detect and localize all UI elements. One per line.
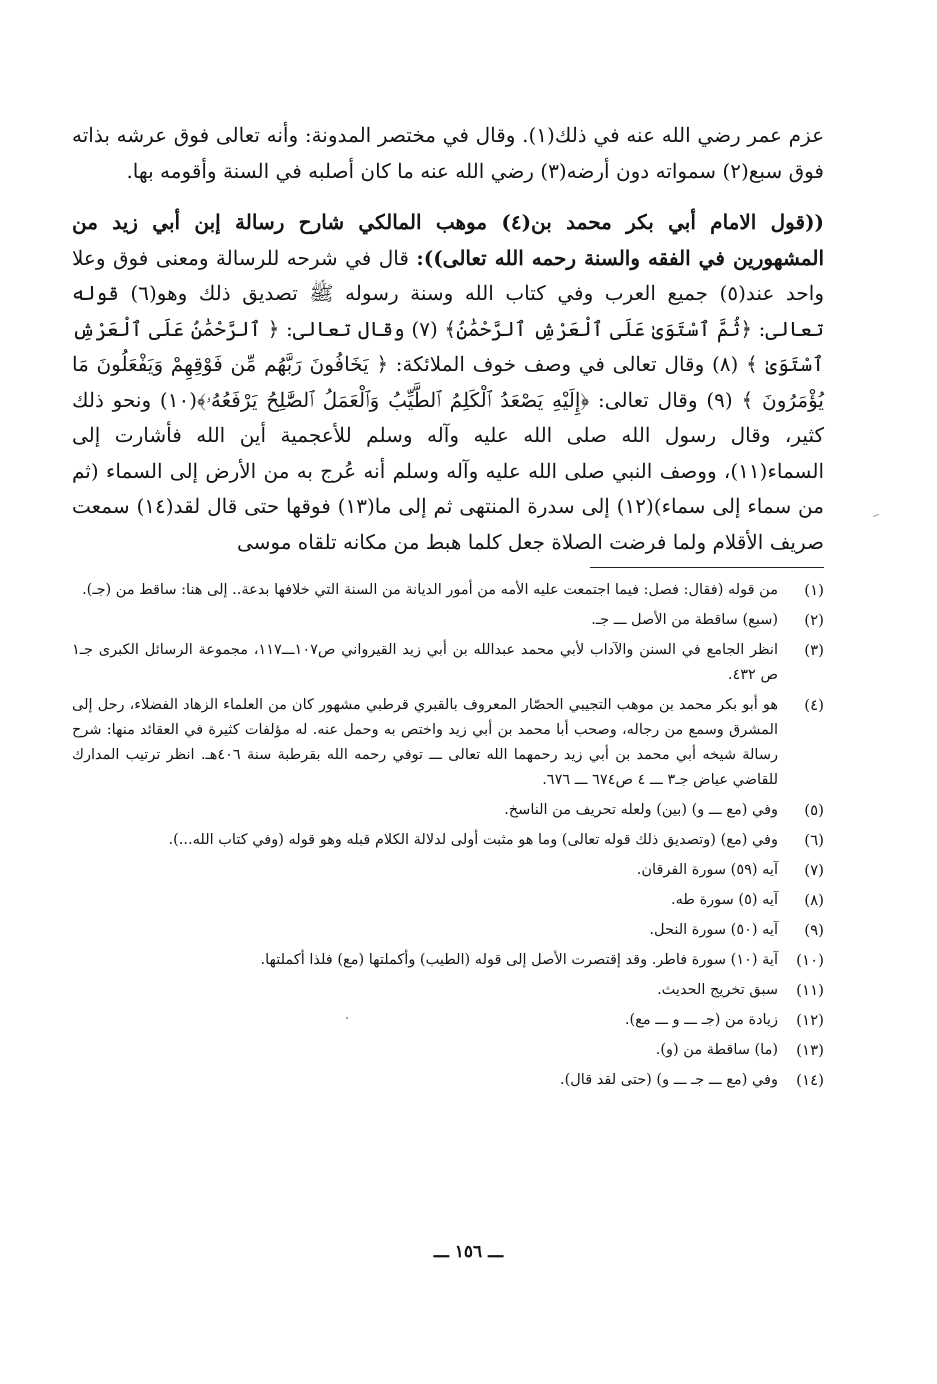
page-number: ـــ ١٥٦ ـــ: [433, 1242, 504, 1262]
footnote: [72, 918, 824, 943]
footnote-text: زيادة من (جـ ـــ و ـــ مع).: [624, 1012, 778, 1028]
footnote-text: آيه (٥٠) سورة النحل.: [649, 922, 778, 938]
footnote: [72, 1038, 824, 1063]
footnote-number: (٢): [804, 611, 824, 629]
footnote-text: سبق تخريج الحديث.: [657, 982, 778, 998]
footnote: [72, 798, 824, 823]
footnote: [72, 978, 824, 1003]
footnote-number: (٧): [804, 861, 824, 879]
footnote: [72, 608, 824, 633]
footnote: [72, 578, 824, 603]
footnote-number: (٩): [804, 921, 824, 939]
footnote: [72, 638, 824, 688]
footnote-number: (١): [804, 581, 824, 599]
paragraph-2-text: قال في شرحه للرسالة ومعنى فوق وعلا واحد عند(٥) جميع العرب وفي كتاب الله وسنة رسوله ﷺ تصديق ذلك وهو(٦) قوله تعالى: ﴿ثُمَّ ٱسْتَوَىٰ عَلَى ٱلْعَرْشِ ٱلرَّحْمَٰنُ﴾ (٧) وقال تعالى: ﴿ ٱلرَّحْمَٰنُ عَلَى ٱلْعَرْشِ ٱسْتَوَىٰ ﴾ (٨) وقال تعالى في وصف خوف الملائكة: ﴿ يَخَافُونَ رَبَّهُم مِّن فَوْقِهِمْ وَيَفْعَلُونَ مَا يُؤْمَرُونَ ﴾ (٩) وقال تعالى: ﴿إِلَيْهِ يَصْعَدُ ٱلْكَلِمُ ٱلطَّيِّبُ وَٱلْعَمَلُ ٱلصَّٰلِحُ يَرْفَعُهُۥ﴾(١٠) ونحو ذلك كثير، وقال رسول الله صلى الله عليه وآله وسلم للأعجمية أين الله فأشارت إلى السماء(١١)، ووصف النبي صلى الله عليه وآله وسلم أنه عُرج به من الأرض إلى السماء (ثم من سماء إلى سماء)(١٢) إلى سدرة المنتهى ثم إلى ما(١٣) فوقها حتى قال لقد(١٤) سمعت صريف الأقلام ولما فرضت الصلاة جعل كلما هبط من مكانه تلقاه موسى: [72, 245, 825, 554]
footnote: [72, 693, 824, 793]
footnote: [72, 948, 824, 973]
footnote-number: (٣): [804, 641, 824, 659]
footnote-text: وفي (مع ـــ و) (بين) ولعله تحريف من الناسخ.: [504, 802, 778, 818]
footnote: [72, 828, 824, 853]
footnote-number: (٥): [804, 801, 824, 819]
footnotes: [72, 578, 824, 1098]
footnote-number: (٤): [804, 696, 824, 714]
footnote-text: وفي (مع) (وتصديق ذلك قوله تعالى) وما هو مثبت أولى لدلالة الكلام قبله وهو قوله (وفي كتاب الله...).: [168, 832, 778, 848]
paragraph-1: عزم عمر رضي الله عنه في ذلك(١). وقال في مختصر المدونة: وأنه تعالى فوق عرشه بذاته فوق سبع(٢) سمواته دون أرضه(٣) رضي الله عنه ما كان أصلبه في السنة وأقومه بها.: [72, 123, 824, 183]
footnote-text: آيه (٥٩) سورة الفرقان.: [636, 862, 778, 878]
footnote-separator: [590, 567, 824, 568]
footnote-text: هو أبو بكر محمد بن موهب التجيبي الحصّار المعروف بالقبري قرطبي مشهور كان من العلماء الزهاد الفضلاء، رحل إلى المشرق وسمع من رجاله، وصحب أبا محمد بن أبي زيد واختص به وحمل عنه. له مؤلفات كثيرة في العقائد منها: شرح رسالة شيخه أبي محمد بن أبي زيد رحمهما الله تعالى ـــ توفي رحمه الله بقرطبة سنة ٤٠٦هـ. انظر ترتيب المدارك للقاضي عياض جـ٣ ـــ ٤ ص٦٧٤ ـــ ٦٧٦.: [72, 697, 778, 788]
footnote: [72, 1068, 824, 1093]
footnote-text: وفي (مع ـــ جـ ـــ و) (حتى لقد قال).: [560, 1072, 778, 1088]
footnote-text: آية (١٠) سورة فاطر. وقد إقتصرت الأصل إلى قوله (الطيب) وأكملتها (مع) فلذا أكملتها.: [260, 952, 778, 968]
footnote-text: (ما) ساقطة من (و).: [655, 1042, 778, 1058]
footnote: [72, 888, 824, 913]
footnote-number: (١٤): [796, 1071, 824, 1089]
scan-mark: [873, 514, 879, 517]
footnote-text: انظر الجامع في السنن والآداب لأبي محمد عبدالله بن أبي زيد القيرواني ص١٠٧ـــ١١٧، مجموعة الرسائل الكبرى جـ١ ص ٤٣٢.: [72, 642, 778, 683]
main-text: [72, 118, 824, 560]
paragraph-2: [72, 205, 824, 560]
footnote-number: (١٣): [796, 1041, 824, 1059]
footnote-number: (٦): [804, 831, 824, 849]
footnote-text: آيه (٥) سورة طه.: [671, 892, 778, 908]
footnote-number: (٨): [804, 891, 824, 909]
scan-speck: [346, 1017, 348, 1019]
footnote-number: (١٠): [796, 951, 824, 969]
section-heading: ((قول الامام أبي بكر محمد بن(٤) موهب المالكي شارح رسالة إبن أبي زيد من المشهورين في الفقه والسنة رحمه الله تعالى)):: [72, 210, 825, 270]
footnote-number: (١١): [796, 981, 824, 999]
footnote: [72, 858, 824, 883]
footnote: [72, 1008, 824, 1033]
footnote-text: (سبع) ساقطة من الأصل ـــ جـ.: [591, 612, 778, 628]
footnote-number: (١٢): [796, 1011, 824, 1029]
footnote-text: من قوله (فقال: فصل: فيما اجتمعت عليه الأمه من أمور الديانة من السنة التي خلافها بدعة.. إلى هنا: ساقط من (جـ).: [82, 582, 778, 598]
